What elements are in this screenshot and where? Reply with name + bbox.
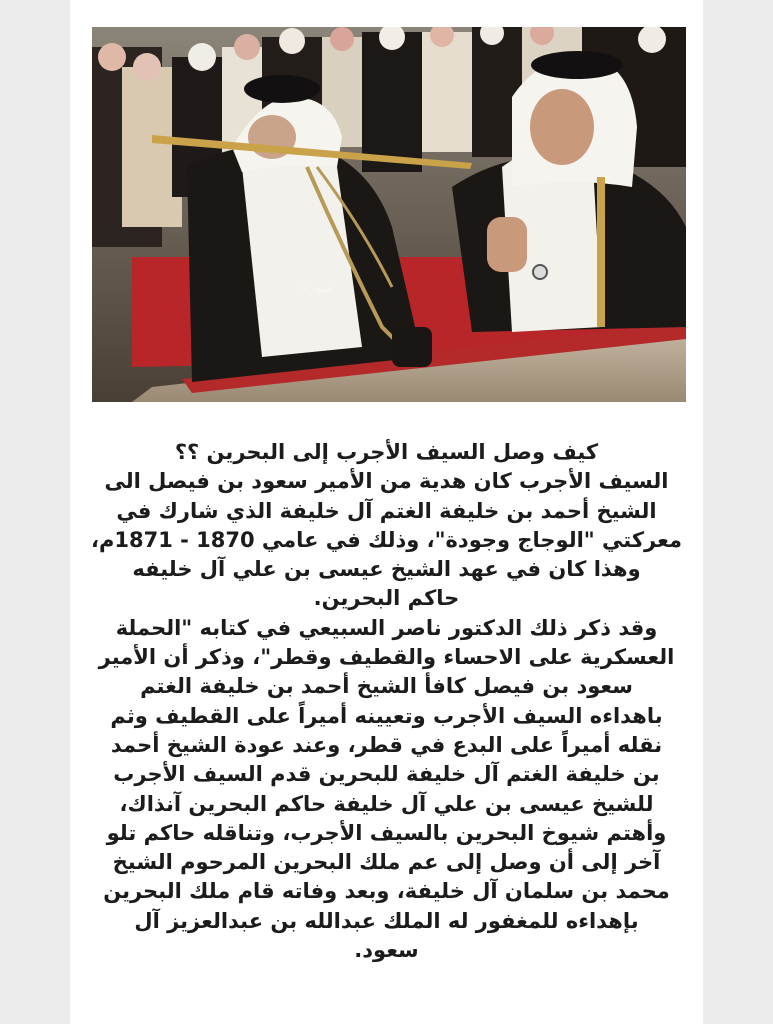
photo-watermark: صورة	[302, 281, 333, 296]
article-photo	[92, 27, 686, 402]
article-line: وقد ذكر ذلك الدكتور ناصر السبيعي في كتابه "الحملة	[115, 615, 658, 640]
article-line: بإهداءه للمغفور له الملك عبدالله بن عبدالعزيز آل	[134, 908, 639, 933]
photo-illustration	[92, 27, 686, 402]
article-text	[84, 438, 689, 965]
article-line: معركتي "الوجاج وجودة"، وذلك في عامي 1870 - 1871م،	[91, 527, 682, 552]
article-line: العسكرية على الاحساء والقطيف وقطر"، وذكر أن الأمير	[98, 645, 675, 670]
article-line: وهذا كان في عهد الشيخ عيسى بن علي آل خليفه	[132, 557, 641, 582]
article-line: وأهتم شيوخ البحرين بالسيف الأجرب، وتناقله حاكم تلو	[106, 820, 667, 845]
article-line: محمد بن سلمان آل خليفة، وبعد وفاته قام ملك البحرين	[103, 879, 670, 904]
article-line: نقله أميراً على البدع في قطر، وعند عودة الشيخ أحمد	[110, 732, 663, 757]
article-line: الشيخ أحمد بن خليفة الغتم آل خليفة الذي شارك في	[116, 498, 657, 523]
article-line: حاكم البحرين.	[313, 586, 460, 611]
article-title: كيف وصل السيف الأجرب إلى البحرين ؟؟	[174, 440, 599, 464]
article-line: سعود.	[354, 938, 419, 963]
article-line: آخر إلى أن وصل إلى عم ملك البحرين المرحوم الشيخ	[112, 850, 661, 875]
article-line: السيف الأجرب كان هدية من الأمير سعود بن فيصل الى	[104, 469, 669, 494]
article-line: سعود بن فيصل كافأ الشيخ أحمد بن خليفة الغتم	[140, 674, 633, 699]
article-line: للشيخ عيسى بن علي آل خليفة حاكم البحرين آنذاك،	[119, 791, 654, 816]
article-line: بن خليفة الغتم آل خليفة للبحرين قدم السيف الأجرب	[113, 762, 660, 787]
article-line: باهداءه السيف الأجرب وتعيينه أميراً على القطيف وثم	[110, 703, 663, 728]
